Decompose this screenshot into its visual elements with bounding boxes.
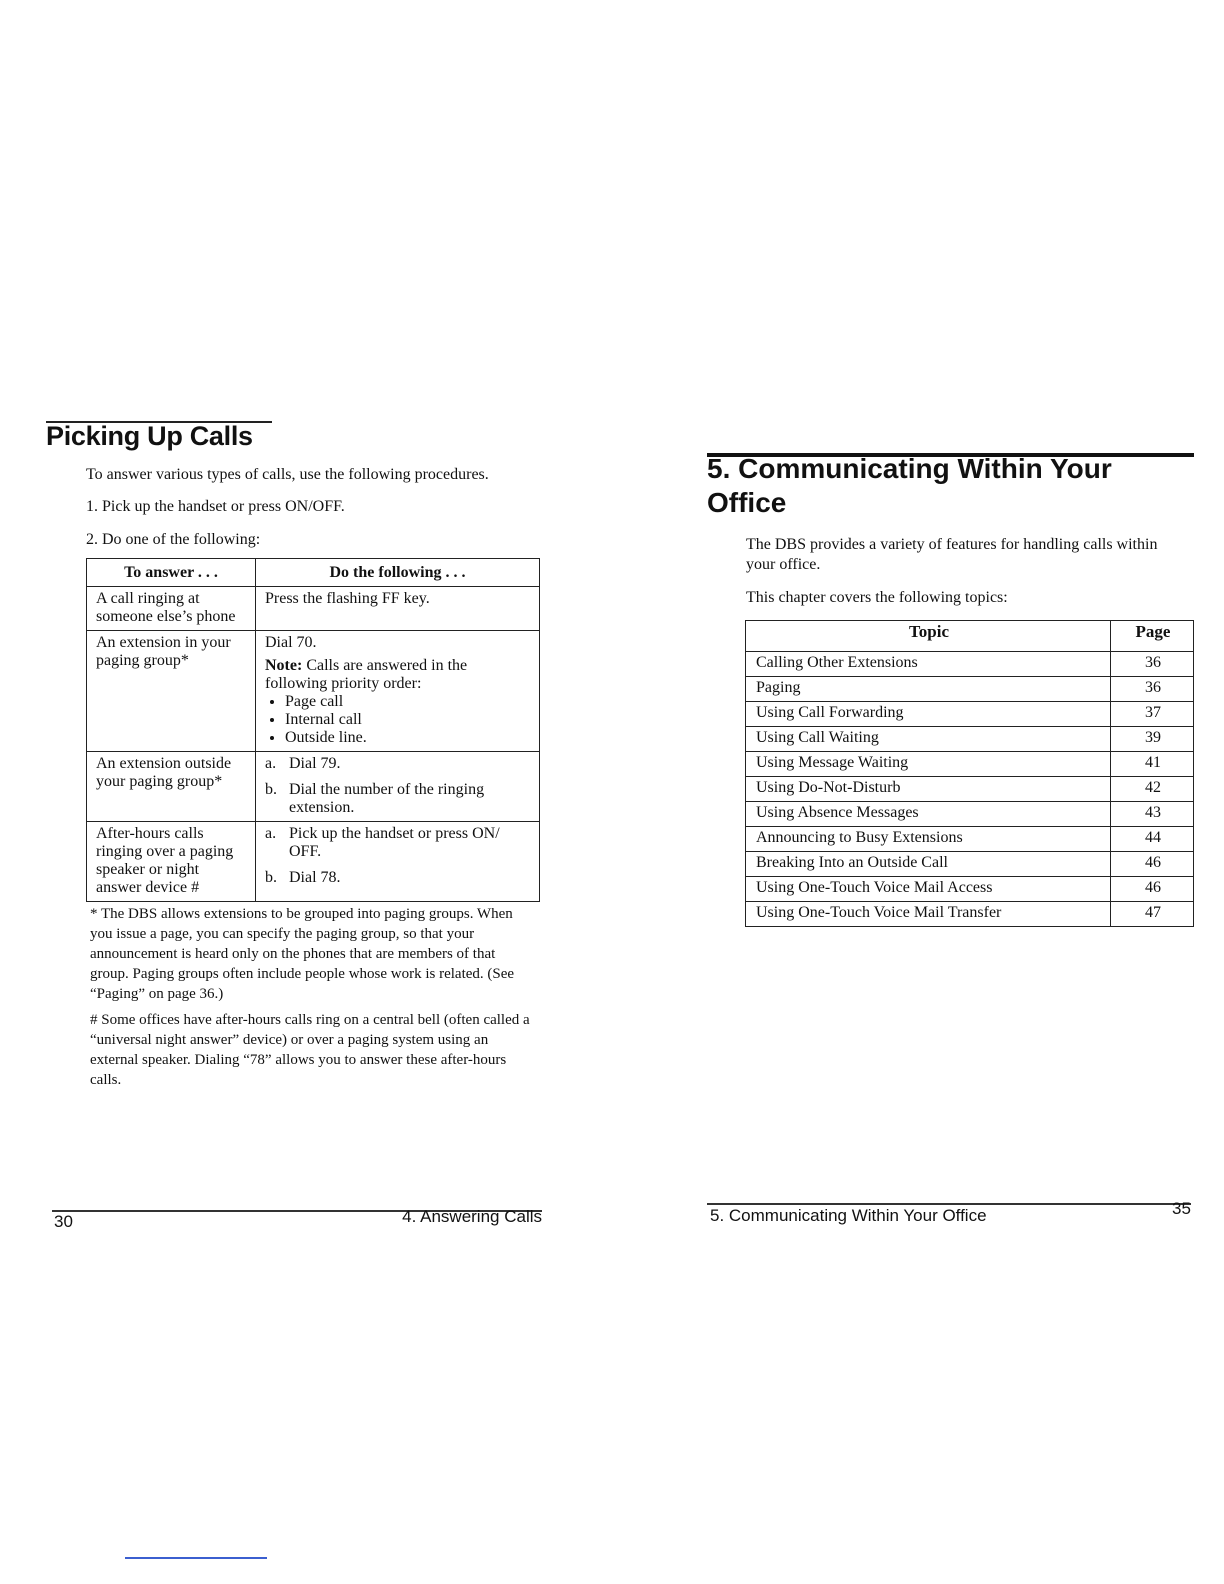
page-number-left: 30 (54, 1212, 73, 1231)
topic-cell: Using Do-Not-Disturb (746, 777, 1111, 802)
row-action (256, 822, 540, 902)
page-cell: 41 (1111, 752, 1194, 777)
sub-step: a. Dial 79. (265, 755, 341, 772)
sub-step: b. Dial 78. (265, 869, 341, 886)
page-cell: 42 (1111, 777, 1194, 802)
table-row (746, 652, 1194, 677)
page-cell: 44 (1111, 827, 1194, 852)
intro-text: To answer various types of calls, use the following procedures. (86, 466, 489, 483)
footer-chapter-left: 4. Answering Calls (402, 1207, 542, 1226)
right-footer-rule (707, 1203, 1191, 1205)
step-1: 1. Pick up the handset or press ON/OFF. (86, 498, 345, 515)
note-text: Calls are answered in the following priority order: (265, 657, 468, 692)
priority-note (265, 657, 529, 693)
row-answer: A call ringing at someone else’s phone (87, 587, 256, 631)
page-cell: 36 (1111, 677, 1194, 702)
topic-cell: Paging (746, 677, 1111, 702)
table-row (87, 822, 540, 902)
list-item: • Outside line. (285, 729, 529, 747)
page-cell: 37 (1111, 702, 1194, 727)
step-2: 2. Do one of the following: (86, 531, 261, 548)
table-row (746, 677, 1194, 702)
table-header-row (746, 621, 1194, 652)
page-cell: 46 (1111, 852, 1194, 877)
topic-cell: Announcing to Busy Extensions (746, 827, 1111, 852)
topic-cell: Breaking Into an Outside Call (746, 852, 1111, 877)
row-action (256, 752, 540, 822)
action-dial: Dial 70. (265, 634, 317, 651)
list-item: • Page call (285, 693, 529, 711)
page-cell: 36 (1111, 652, 1194, 677)
topic-cell: Using Call Forwarding (746, 702, 1111, 727)
row-action: Press the flashing FF key. (256, 587, 540, 631)
row-answer: An extension outside your paging group* (87, 752, 256, 822)
page-title-left: Picking Up Calls (46, 421, 253, 451)
table-row (746, 777, 1194, 802)
row-answer: An extension in your paging group* (87, 631, 256, 752)
topic-cell: Using Call Waiting (746, 727, 1111, 752)
table-row (746, 827, 1194, 852)
table-row (746, 877, 1194, 902)
table-row (746, 802, 1194, 827)
page-cell: 43 (1111, 802, 1194, 827)
header-to-answer: To answer . . . (87, 559, 256, 587)
topic-cell: Using One-Touch Voice Mail Access (746, 877, 1111, 902)
topic-cell: Calling Other Extensions (746, 652, 1111, 677)
topic-cell: Using One-Touch Voice Mail Transfer (746, 902, 1111, 927)
page-cell: 39 (1111, 727, 1194, 752)
answer-procedure-table (86, 558, 540, 902)
topic-cell: Using Absence Messages (746, 802, 1111, 827)
sub-step: a. Pick up the handset or press ON/ OFF. (265, 825, 500, 860)
bottom-line-mark (125, 1557, 267, 1559)
note-label: Note: (265, 657, 303, 674)
priority-list (265, 693, 529, 747)
footnote-paging-groups: * The DBS allows extensions to be grouped into paging groups. When you issue a page, you can specify the paging group, so that your announcement is heard only on the phones that are members of that group. Paging groups often include people whose work is related. (See “Paging” on page 36.) (90, 906, 515, 1002)
table-row (87, 587, 540, 631)
table-row (87, 631, 540, 752)
table-row (746, 752, 1194, 777)
table-row (746, 702, 1194, 727)
list-item: • Internal call (285, 711, 529, 729)
table-row (746, 727, 1194, 752)
footer-chapter-right: 5. Communicating Within Your Office (710, 1206, 987, 1225)
footnote-night-answer: # Some offices have after-hours calls ring on a central bell (often called a “universal night answer” device) or over a paging system using an external speaker. Dialing “78” allows you to answer these after-hours calls. (90, 1012, 530, 1088)
page-number-right: 35 (1172, 1199, 1191, 1218)
row-answer: After-hours calls ringing over a paging speaker or night answer device # (87, 822, 256, 902)
header-topic: Topic (746, 621, 1111, 652)
table-row (746, 852, 1194, 877)
header-page: Page (1111, 621, 1194, 652)
page-cell: 47 (1111, 902, 1194, 927)
header-do-following: Do the following . . . (256, 559, 540, 587)
table-row (87, 752, 540, 822)
table-row (746, 902, 1194, 927)
table-header-row (87, 559, 540, 587)
topic-cell: Using Message Waiting (746, 752, 1111, 777)
topics-intro: This chapter covers the following topics: (746, 589, 1008, 606)
topics-table (745, 620, 1194, 927)
page-cell: 46 (1111, 877, 1194, 902)
sub-step: b. Dial the number of the ringing extension. (265, 781, 485, 816)
chapter-intro: The DBS provides a variety of features for handling calls within your office. (746, 536, 1158, 573)
page-title-right: 5. Communicating Within Your Office (707, 453, 1112, 518)
row-action (256, 631, 540, 752)
